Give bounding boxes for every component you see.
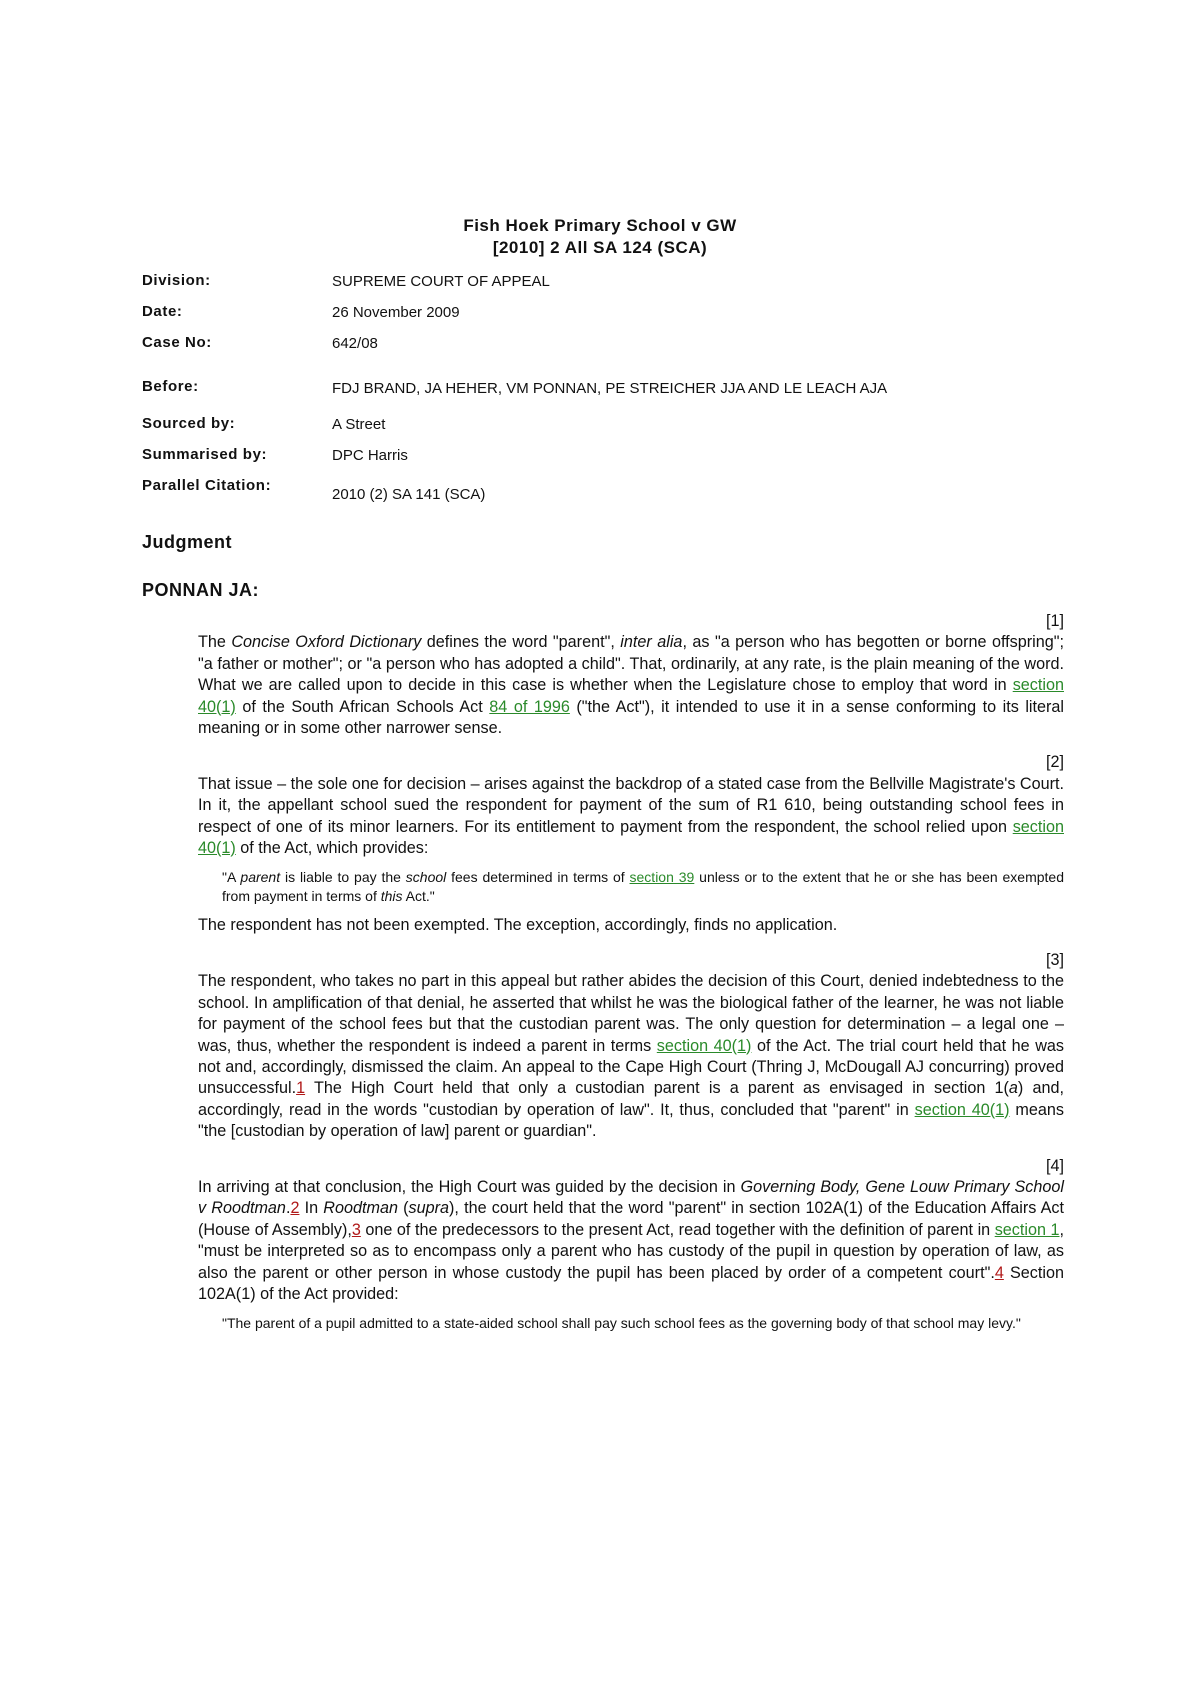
section-link[interactable]: section 40(1) [656,1036,752,1055]
judgment-heading: Judgment [142,532,233,552]
footnote-link[interactable]: 1 [296,1079,306,1098]
text-run: means "the [custodian by operation of law] parent or guardian". [198,1100,1064,1141]
text-run: of the South African Schools Act [235,697,490,716]
division-label: Division: [142,272,211,289]
text-run: one of the predecessors to the present Act, read together with the definition of parent in [360,1220,995,1239]
text-run: Section 102A(1) of the Act provided: [198,1263,1064,1303]
italic-run: inter alia [620,633,683,652]
section-link[interactable]: section 39 [629,869,695,886]
section-link[interactable]: section 1 [994,1220,1060,1239]
text-run: The respondent, who takes no part in this appeal but rather abides the decision of this Court, denied indebtedness to the school. In amplification of that denial, he asserted that whilst he was the biological father of the learner, he was not liable for payment of the school fees but that the custodian parent was. The only question for determination – a legal one – was, thus, whether the respondent is indeed a parent in terms [198,972,1064,1055]
block-quote: "The parent of a pupil admitted to a state-aided school shall pay such school fees as the governing body of that school may levy." [222,1315,1021,1332]
meta-row-before [142,361,962,411]
block-quote [222,868,1064,906]
paragraph-2 [198,752,1064,936]
parallel-value: 2010 (2) SA 141 (SCA) [332,486,486,503]
paragraph-text [198,1177,1064,1305]
act-link[interactable]: 84 of 1996 [489,697,570,716]
paragraph-text [198,774,1064,860]
text-run: The High Court held that only a custodian parent is a parent as envisaged in section 1( [305,1079,1009,1098]
italic-run: supra [408,1199,450,1218]
date-label: Date: [142,303,183,320]
paragraph-number: [4] [1046,1156,1064,1175]
text-run: is liable to pay the [280,869,406,886]
text-run: , as "a person who has begotten or borne offspring"; "a father or mother"; or "a person who has adopted a child". That, ordinarily, at any rate, is the plain meaning of the word. What we are called upon to decide in this case is whether when the Legislature chose to employ that word in [198,633,1065,695]
italic-run: Concise Oxford Dictionary [231,633,422,652]
meta-row-date [142,299,962,330]
text-run: ), the court held that the word "parent" in section 102A(1) of the Education Affairs Act (House of Assembly), [198,1199,1065,1239]
italic-run: school [405,869,447,886]
before-label: Before: [142,377,199,395]
text-run: The [198,633,232,652]
paragraph-text [198,971,1064,1142]
italic-run: parent [240,869,281,886]
text-run: fees determined in terms of [446,869,630,886]
paragraph-number: [2] [1046,753,1064,772]
judgment-body [198,611,1064,1342]
text-run: "A [222,869,241,886]
paragraph-text: The respondent has not been exempted. The exception, accordingly, finds no application. [198,916,838,935]
sourced-label: Sourced by: [142,415,236,432]
meta-row-summarised [142,442,962,473]
case-citation: [2010] 2 All SA 124 (SCA) [492,238,708,257]
caseno-label: Case No: [142,334,212,351]
text-run: ( [397,1199,409,1218]
footnote-link[interactable]: 4 [994,1263,1004,1282]
italic-run: Roodtman [323,1199,398,1218]
case-metadata [142,268,962,504]
text-run: In arriving at that conclusion, the High Court was guided by the decision in [198,1177,741,1196]
text-run: unless or to the extent that he or she has been exempted from payment in terms of [222,869,1064,905]
text-run: Act." [402,888,435,905]
text-run: ) and, accordingly, read in the words "custodian by operation of law". It, thus, concluded that "parent" in [198,1079,1064,1119]
meta-row-sourced [142,411,962,442]
document-title [0,215,1200,259]
paragraph-3 [198,950,1064,1143]
text-run: , "must be interpreted so as to encompass only a parent who has custody of the pupil in question by operation of law, as also the parent or other person in whose custody the pupil has been placed by order of a competent court". [198,1220,1064,1282]
text-run: ("the Act"), it intended to use it in a sense conforming to its literal meaning or in some other narrower sense. [198,697,1065,738]
summarised-value: DPC Harris [332,447,408,464]
italic-run: this [380,888,403,905]
division-value: SUPREME COURT OF APPEAL [332,273,550,290]
paragraph-4 [198,1156,1064,1334]
text-run: defines the word "parent", [421,633,621,652]
date-value: 26 November 2009 [332,304,460,321]
footnote-link[interactable]: 3 [351,1220,361,1239]
parallel-label: Parallel Citation: [142,477,272,494]
paragraph-number: [1] [1046,612,1064,630]
section-link[interactable]: section 40(1) [198,676,1064,716]
text-run: That issue – the sole one for decision – arises against the backdrop of a stated case from the Bellville Magistrate's Court. In it, the appellant school sued the respondent for payment of the sum of R1 610, being outstanding school fees in respect of one of its minor learners. For its entitlement to payment from the respondent, the school relied upon [198,774,1064,836]
paragraph-1 [198,611,1064,739]
judge-heading: PONNAN JA: [142,580,260,600]
paragraph-text [198,632,1064,739]
paragraph-number: [3] [1046,950,1064,969]
footnote-link[interactable]: 2 [290,1199,300,1218]
section-link[interactable]: section 40(1) [914,1100,1010,1119]
before-value: FDJ BRAND, JA HEHER, VM PONNAN, PE STREICHER JJA AND LE LEACH AJA [332,379,888,397]
sourced-value: A Street [332,416,386,433]
meta-row-division [142,268,962,299]
caseno-value: 642/08 [332,335,378,352]
text-run: of the Act, which provides: [235,839,429,858]
section-link[interactable]: section 40(1) [198,817,1064,858]
text-run: In [299,1199,324,1218]
meta-row-caseno [142,330,962,361]
text-run: . [285,1199,291,1218]
meta-row-parallel [142,473,962,504]
summarised-label: Summarised by: [142,446,268,463]
text-run: of the Act. The trial court held that he was not and, accordingly, dismissed the claim. An appeal to the Cape High Court (Thring J, McDougall AJ concurring) proved unsuccessful. [198,1036,1064,1098]
case-name: Fish Hoek Primary School v GW [463,216,737,235]
italic-run: Governing Body, Gene Louw Primary School v Roodtman [198,1177,1064,1218]
italic-run: a [1008,1079,1018,1098]
